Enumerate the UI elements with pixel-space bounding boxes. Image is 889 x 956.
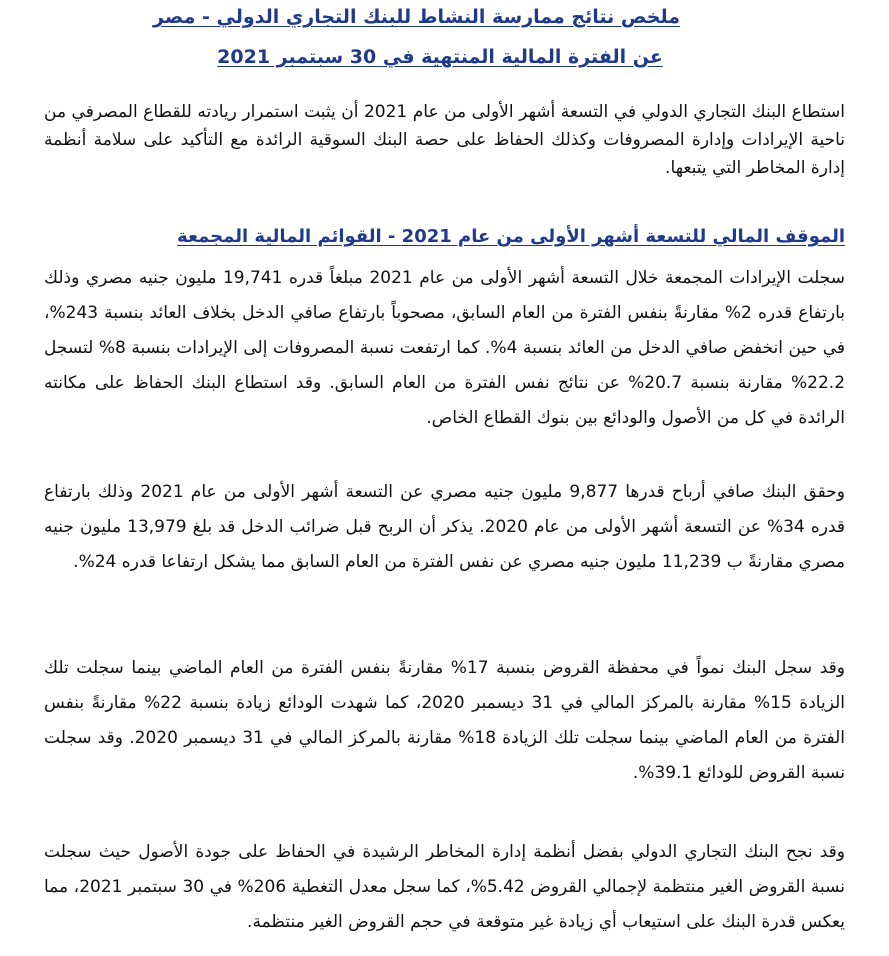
loans-deposits-paragraph: وقد سجل البنك نمواً في محفظة القروض بنسبة 17% مقارنةً بنفس الفترة من العام الماضي بينما سجلت تلك الزيادة 15% مقارنة بالمركز المالي في 31 ديسمبر 2020، كما شهدت الودائع زيادة بنسبة 22% مقارنةً بنفس الفترة من العام الماضي بينما سجلت تلك الزيادة 18% مقارنة بالمركز المالي في 31 ديسمبر 2020. وقد سجلت نسبة القروض للودائع 39.1%. [44, 658, 845, 783]
net-profit-paragraph: وحقق البنك صافي أرباح قدرها 9,877 مليون جنيه مصري عن التسعة أشهر الأولى من عام 2021 وذلك بارتفاع قدره 34% عن التسعة أشهر الأولى من عام 2020. يذكر أن الربح قبل ضرائب الدخل قد بلغ 13,979 مليون جنيه مصري مقارنةً ب 11,239 مليون جنيه مصري عن نفس الفترة من العام السابق مما يشكل ارتفاعا قدره 24%. [44, 482, 845, 572]
revenue-paragraph: سجلت الإيرادات المجمعة خلال التسعة أشهر الأولى من عام 2021 مبلغاً قدره 19,741 مليون جنيه مصري وذلك بارتفاع قدره 2% مقارنةً بنفس الفترة من العام السابق، مصحوباً بارتفاع صافي الدخل بخلاف العائد بنسبة 243%، في حين انخفض صافي الدخل من العائد بنسبة 4%. كما ارتفعت نسبة المصروفات إلى الإيرادات بنسبة 8% لتسجل 22.2% مقارنة بنسبة 20.7% عن نتائج نفس الفترة من العام السابق. وقد استطاع البنك الحفاظ على مكانته الرائدة في كل من الأصول والودائع بين بنوك القطاع الخاص. [44, 268, 846, 428]
document-title-line-2: عن الفترة المالية المنتهية في 30 سبتمبر 2021 [217, 46, 663, 68]
document-title-line-1: ملخص نتائج ممارسة النشاط للبنك التجاري الدولي - مصر [153, 6, 680, 28]
asset-quality-paragraph: وقد نجح البنك التجاري الدولي بفضل أنظمة إدارة المخاطر الرشيدة في الحفاظ على جودة الأصول حيث سجلت نسبة القروض الغير منتظمة لإجمالي القروض 5.42%، كما سجل معدل التغطية 206% في 30 سبتمبر 2021، مما يعكس قدرة البنك على استيعاب أي زيادة غير متوقعة في حجم القروض الغير منتظمة. [44, 842, 846, 932]
section-heading: الموقف المالي للتسعة أشهر الأولى من عام 2021 - القوائم المالية المجمعة [177, 226, 845, 247]
intro-paragraph: استطاع البنك التجاري الدولي في التسعة أشهر الأولى من عام 2021 أن يثبت استمرار ريادته للقطاع المصرفي من ناحية الإيرادات وإدارة المصروفات وكذلك الحفاظ على حصة البنك السوقية الرائدة مع التأكيد على سلامة أنظمة إدارة المخاطر التي يتبعها. [44, 102, 845, 178]
